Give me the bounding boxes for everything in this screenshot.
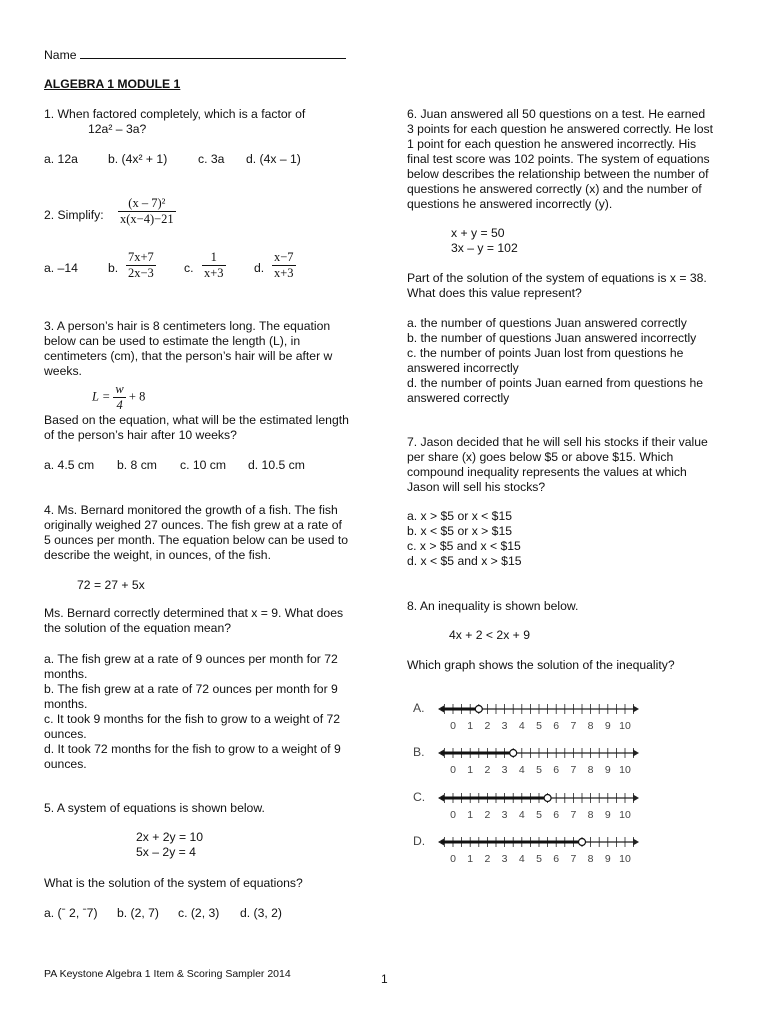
- tick-label-9: 9: [604, 853, 611, 865]
- number-line-b: [436, 744, 641, 776]
- q3-choice-c: c. 10 cm: [180, 458, 227, 472]
- tick-label-6: 6: [553, 853, 560, 865]
- q3-choice-b: b. 8 cm: [117, 458, 157, 472]
- q2-choice-d: $\frac{x-7}{x+3}$: [274, 250, 294, 280]
- q6-line-2: 3 points for each question he answered correctly. He lost: [407, 122, 713, 136]
- tick-label-0: 0: [450, 720, 456, 732]
- tick-label-0: 0: [450, 853, 456, 865]
- q7-line-4: Jason will sell his stocks?: [407, 480, 546, 494]
- tick-label-8: 8: [587, 764, 594, 776]
- tick-label-10: 10: [619, 764, 631, 776]
- q6-line-1: 6. Juan answered all 50 questions on a test. He earned: [407, 107, 706, 121]
- q4-choice-a-1: a. The fish grew at a rate of 9 ounces per month for 72: [44, 652, 338, 666]
- tick-label-7: 7: [570, 720, 577, 732]
- open-circle: [579, 839, 586, 846]
- open-circle: [510, 750, 517, 757]
- q1-stem: 1. When factored completely, which is a factor of: [44, 107, 306, 121]
- q2-stem: 2. Simplify:: [44, 208, 104, 222]
- tick-label-10: 10: [619, 809, 631, 821]
- q6-choice-c-1: c. the number of points Juan lost from questions he: [407, 346, 684, 360]
- tick-label-3: 3: [501, 720, 508, 732]
- number-line-c: [436, 789, 641, 821]
- q1-choice-d: d. (4x – 1): [246, 152, 301, 166]
- q5-eq-2: 5x – 2y = 4: [136, 845, 196, 859]
- tick-label-4: 4: [518, 720, 525, 732]
- tick-label-3: 3: [501, 809, 508, 821]
- q4-choice-a-2: months.: [44, 667, 88, 681]
- q4-question-1: Ms. Bernard correctly determined that x = 9. What does: [44, 606, 344, 620]
- tick-label-4: 4: [518, 809, 525, 821]
- q3-question-1: Based on the equation, what will be the estimated length: [44, 413, 349, 427]
- q3-line-4: weeks.: [44, 364, 82, 378]
- tick-label-0: 0: [450, 809, 456, 821]
- q2-choice-d-label: d.: [254, 261, 265, 275]
- name-field[interactable]: Name: [44, 46, 346, 62]
- tick-label-8: 8: [587, 720, 594, 732]
- tick-label-10: 10: [619, 853, 631, 865]
- tick-label-1: 1: [467, 764, 474, 776]
- q4-line-3: 5 ounces per month. The equation below can be used to: [44, 533, 348, 547]
- tick-label-6: 6: [553, 809, 560, 821]
- q2-choice-a: a. –14: [44, 261, 78, 275]
- tick-label-8: 8: [587, 853, 594, 865]
- tick-label-2: 2: [484, 720, 491, 732]
- tick-label-1: 1: [467, 720, 474, 732]
- module-title: ALGEBRA 1 MODULE 1: [44, 77, 181, 91]
- q6-choice-d-1: d. the number of points Juan earned from questions he: [407, 376, 704, 390]
- tick-label-7: 7: [570, 853, 577, 865]
- q3-equation: L = $\frac{w}{4}$ + 8: [92, 382, 146, 412]
- q7-choice-b: b. x < $5 or x > $15: [407, 524, 513, 538]
- q5-choice-c: c. (2, 3): [178, 906, 220, 920]
- tick-label-5: 5: [536, 853, 542, 865]
- q4-choice-b-1: b. The fish grew at a rate of 72 ounces per month for 9: [44, 682, 338, 696]
- graph-d-label: D.: [413, 834, 426, 848]
- q8-stem: 8. An inequality is shown below.: [407, 599, 579, 613]
- q6-line-5: below describes the relationship between the number of: [407, 167, 709, 181]
- q6-line-7: questions he answered incorrectly (y).: [407, 197, 613, 211]
- q3-question-2: of the person’s hair after 10 weeks?: [44, 428, 237, 442]
- q4-choice-d-1: d. It took 72 months for the fish to grow to a weight of 9: [44, 742, 341, 756]
- q5-choice-a: a. (ˉ 2, ˉ7): [44, 906, 98, 920]
- tick-label-6: 6: [553, 764, 560, 776]
- tick-label-3: 3: [501, 853, 508, 865]
- tick-label-4: 4: [518, 764, 525, 776]
- tick-label-1: 1: [467, 809, 474, 821]
- tick-label-1: 1: [467, 853, 474, 865]
- q5-choice-b: b. (2, 7): [117, 906, 159, 920]
- q5-stem: 5. A system of equations is shown below.: [44, 801, 265, 815]
- graph-c-label: C.: [413, 790, 426, 804]
- q7-line-1: 7. Jason decided that he will sell his stocks if their value: [407, 435, 708, 449]
- q5-eq-1: 2x + 2y = 10: [136, 830, 204, 844]
- q6-eq-1: x + y = 50: [451, 226, 505, 240]
- q3-choice-d: d. 10.5 cm: [248, 458, 305, 472]
- q5-question: What is the solution of the system of equations?: [44, 876, 303, 890]
- q3-line-2: below can be used to estimate the length (L), in: [44, 334, 301, 348]
- q1-expr: 12a² – 3a?: [88, 122, 147, 136]
- q2-expression: $\frac{\text{(x – 7)²}}{x(x-4)-21}$: [120, 196, 174, 226]
- q6-choice-a: a. the number of questions Juan answered correctly: [407, 316, 687, 330]
- tick-label-9: 9: [604, 764, 611, 776]
- q4-equation: 72 = 27 + 5x: [77, 578, 145, 592]
- q4-line-4: describe the weight, in ounces, of the fish.: [44, 548, 271, 562]
- q5-choice-d: d. (3, 2): [240, 906, 282, 920]
- q6-question-2: What does this value represent?: [407, 286, 582, 300]
- q6-eq-2: 3x – y = 102: [451, 241, 518, 255]
- page-number: 1: [381, 972, 388, 986]
- tick-label-7: 7: [570, 809, 577, 821]
- graph-b-label: B.: [413, 745, 425, 759]
- tick-label-10: 10: [619, 720, 631, 732]
- q3-line-1: 3. A person’s hair is 8 centimeters long. The equation: [44, 319, 331, 333]
- q7-choice-a: a. x > $5 or x < $15: [407, 509, 513, 523]
- q2-choice-b: $\frac{7x+7}{2x-3}$: [128, 250, 154, 280]
- tick-label-4: 4: [518, 853, 525, 865]
- q7-line-3: compound inequality represents the values at which: [407, 465, 687, 479]
- tick-label-7: 7: [570, 764, 577, 776]
- graph-a-label: A.: [413, 701, 425, 715]
- q7-choice-c: c. x > $5 and x < $15: [407, 539, 521, 553]
- q4-choice-c-2: ounces.: [44, 727, 87, 741]
- tick-label-5: 5: [536, 809, 542, 821]
- q6-line-3: 1 point for each question he answered incorrectly. His: [407, 137, 697, 151]
- open-circle: [544, 795, 551, 802]
- q4-choice-d-2: ounces.: [44, 757, 87, 771]
- tick-label-2: 2: [484, 809, 491, 821]
- q6-choice-b: b. the number of questions Juan answered incorrectly: [407, 331, 697, 345]
- q8-inequality: 4x + 2 < 2x + 9: [449, 628, 530, 642]
- q1-choice-a: a. 12a: [44, 152, 78, 166]
- footer-source: PA Keystone Algebra 1 Item & Scoring Sampler 2014: [44, 968, 291, 980]
- q6-line-6: questions he answered correctly (x) and the number of: [407, 182, 702, 196]
- number-line-a: [436, 700, 641, 732]
- q2-choice-c-label: c.: [184, 261, 194, 275]
- tick-label-5: 5: [536, 764, 542, 776]
- q8-question: Which graph shows the solution of the inequality?: [407, 658, 675, 672]
- q7-choice-d: d. x < $5 and x > $15: [407, 554, 522, 568]
- tick-label-5: 5: [536, 720, 542, 732]
- q1-choice-c: c. 3a: [198, 152, 225, 166]
- tick-label-3: 3: [501, 764, 508, 776]
- tick-label-0: 0: [450, 764, 456, 776]
- tick-label-8: 8: [587, 809, 594, 821]
- q4-question-2: the solution of the equation mean?: [44, 621, 232, 635]
- tick-label-2: 2: [484, 764, 491, 776]
- number-line-d: [436, 833, 641, 865]
- tick-label-9: 9: [604, 809, 611, 821]
- q2-choice-b-label: b.: [108, 261, 119, 275]
- open-circle: [475, 706, 482, 713]
- q4-line-2: originally weighed 27 ounces. The fish grew at a rate of: [44, 518, 342, 532]
- q4-line-1: 4. Ms. Bernard monitored the growth of a fish. The fish: [44, 503, 338, 517]
- q3-line-3: centimeters (cm), that the person’s hair will be after w: [44, 349, 333, 363]
- q6-line-4: final test score was 102 points. The system of equations: [407, 152, 710, 166]
- q4-choice-c-1: c. It took 9 months for the fish to grow to a weight of 72: [44, 712, 341, 726]
- q3-choice-a: a. 4.5 cm: [44, 458, 95, 472]
- q6-question-1: Part of the solution of the system of equations is x = 38.: [407, 271, 707, 285]
- q7-line-2: per share (x) goes below $5 or above $15. Which: [407, 450, 674, 464]
- tick-label-6: 6: [553, 720, 560, 732]
- name-blank[interactable]: [80, 46, 346, 59]
- tick-label-9: 9: [604, 720, 611, 732]
- q4-choice-b-2: months.: [44, 697, 88, 711]
- q1-choice-b: b. (4x² + 1): [108, 152, 168, 166]
- q6-choice-d-2: answered correctly: [407, 391, 510, 405]
- tick-label-2: 2: [484, 853, 491, 865]
- q2-choice-c: $\frac{1}{x+3}$: [204, 250, 224, 280]
- q6-choice-c-2: answered incorrectly: [407, 361, 519, 375]
